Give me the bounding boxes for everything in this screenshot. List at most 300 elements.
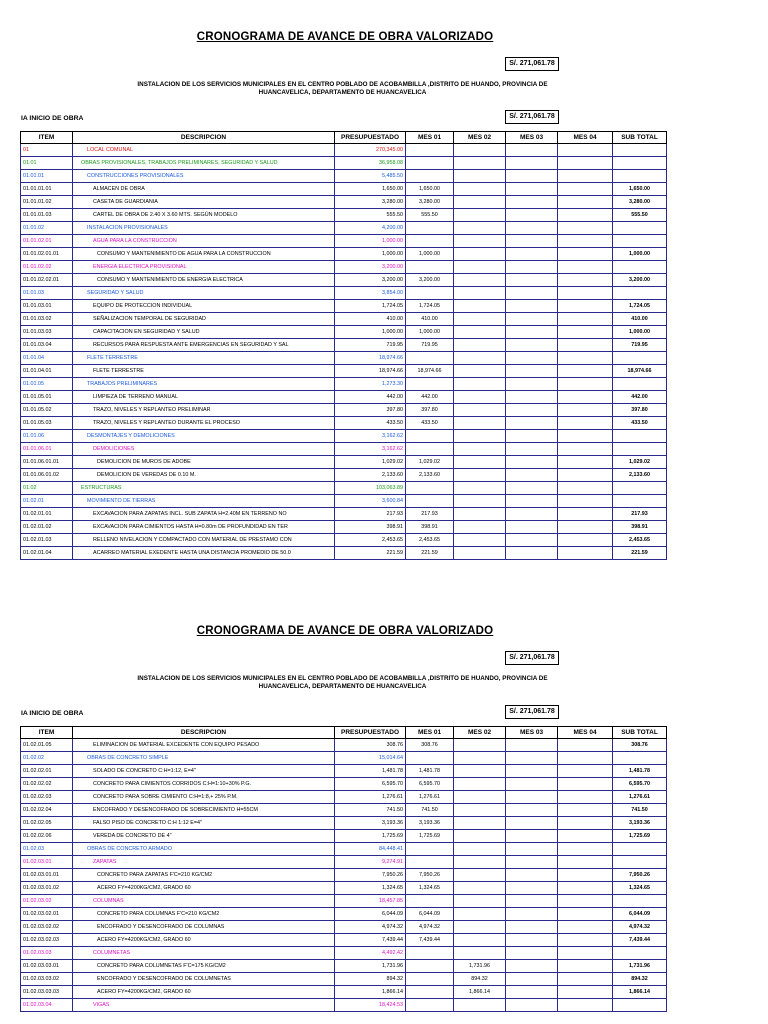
row-description: FLETE TERRESTRE — [73, 365, 335, 378]
row-month-4 — [558, 222, 613, 235]
row-item-code: 01.02.02 — [21, 752, 73, 765]
row-budget: 1,276.61 — [335, 791, 406, 804]
row-budget: 3,162.62 — [335, 443, 406, 456]
row-month-4 — [558, 313, 613, 326]
row-description: INSTALACION PROVISIONALES — [73, 222, 335, 235]
row-subtotal: 18,974.66 — [613, 365, 667, 378]
row-month-3 — [506, 495, 558, 508]
row-month-1: 719.95 — [406, 339, 454, 352]
row-description: RELLENO NIVELACION Y COMPACTADO CON MATERIAL DE PRESTAMO CON — [73, 534, 335, 547]
row-month-1: 741.50 — [406, 804, 454, 817]
row-month-3 — [506, 352, 558, 365]
row-month-1: 1,650.00 — [406, 183, 454, 196]
row-month-4 — [558, 183, 613, 196]
row-month-4 — [558, 739, 613, 752]
table-row — [21, 456, 667, 469]
row-month-1: 18,974.66 — [406, 365, 454, 378]
row-description: CONSUMO Y MANTENIMIENTO DE AGUA PARA LA CONSTRUCCION — [73, 248, 335, 261]
table-row — [21, 947, 667, 960]
row-month-4 — [558, 339, 613, 352]
table-header-row — [21, 132, 667, 144]
row-month-1: 442.00 — [406, 391, 454, 404]
row-description: VIGAS — [73, 999, 335, 1012]
row-subtotal: 1,725.69 — [613, 830, 667, 843]
row-month-3 — [506, 817, 558, 830]
row-description: OBRAS DE CONCRETO ARMADO — [73, 843, 335, 856]
row-subtotal: 3,280.00 — [613, 196, 667, 209]
row-month-3 — [506, 778, 558, 791]
table-row — [21, 352, 667, 365]
row-month-2 — [454, 469, 506, 482]
header-budget: PRESUPUESTADO — [335, 132, 406, 144]
row-description: LIMPIEZA DE TERRENO MANUAL — [73, 391, 335, 404]
row-item-code: 01.01.02.02.01 — [21, 274, 73, 287]
row-month-1: 1,724.05 — [406, 300, 454, 313]
row-month-4 — [558, 326, 613, 339]
row-month-2 — [454, 534, 506, 547]
row-month-4 — [558, 209, 613, 222]
table-row — [21, 508, 667, 521]
row-month-2 — [454, 326, 506, 339]
row-month-4 — [558, 482, 613, 495]
row-month-2 — [454, 339, 506, 352]
row-item-code: 01.01.01.01 — [21, 183, 73, 196]
row-item-code: 01.01.03.04 — [21, 339, 73, 352]
row-subtotal: 3,200.00 — [613, 274, 667, 287]
row-description: CARTEL DE OBRA DE 2.40 X 3.60 MTS. SEGÚN MODELO — [73, 209, 335, 222]
row-item-code: 01.02.03 — [21, 843, 73, 856]
header-month-2: MES 02 — [454, 132, 506, 144]
row-item-code: 01.01.02.01.01 — [21, 248, 73, 261]
row-month-3 — [506, 261, 558, 274]
row-month-1: 1,725.69 — [406, 830, 454, 843]
total-amount: S/. 271,061.78 — [505, 651, 559, 665]
row-item-code: 01.01.05.02 — [21, 404, 73, 417]
row-description: DEMOLICIONES — [73, 443, 335, 456]
row-description: COLUMNAS — [73, 895, 335, 908]
header-item: ITEM — [21, 727, 73, 739]
subtitle-line-1: INSTALACION DE LOS SERVICIOS MUNICIPALES EN EL CENTRO POBLADO DE ACOBAMBILLA ,DISTRITO DE HUANDO, PROVINCIA DE — [137, 81, 548, 88]
header-description: DESCRIPCION — [73, 727, 335, 739]
row-month-3 — [506, 456, 558, 469]
row-month-4 — [558, 508, 613, 521]
row-month-3 — [506, 443, 558, 456]
table-row — [21, 521, 667, 534]
row-budget: 217.93 — [335, 508, 406, 521]
row-month-3 — [506, 895, 558, 908]
table-row — [21, 986, 667, 999]
row-month-1: 308.76 — [406, 739, 454, 752]
row-month-1: 3,280.00 — [406, 196, 454, 209]
row-budget: 9,274.91 — [335, 856, 406, 869]
table-row — [21, 921, 667, 934]
row-item-code: 01.01.06.01 — [21, 443, 73, 456]
row-description: ACARREO MATERIAL EXEDENTE HASTA UNA DISTANCIA PROMEDIO DE 50.0 — [73, 547, 335, 560]
row-month-1 — [406, 843, 454, 856]
row-description: CONCRETO PARA COLUMNAS F'C=210 KG/CM2 — [73, 908, 335, 921]
row-month-3 — [506, 739, 558, 752]
row-description: ALMACEN DE OBRA — [73, 183, 335, 196]
row-budget: 410.00 — [335, 313, 406, 326]
row-month-4 — [558, 882, 613, 895]
row-month-2 — [454, 495, 506, 508]
row-item-code: 01.02.03.03.02 — [21, 973, 73, 986]
row-month-1: 433.50 — [406, 417, 454, 430]
row-month-3 — [506, 170, 558, 183]
row-subtotal — [613, 947, 667, 960]
row-description: RECURSOS PARA RESPUESTA ANTE EMERGENCIAS EN SEGURIDAD Y SAL — [73, 339, 335, 352]
row-month-4 — [558, 274, 613, 287]
row-subtotal — [613, 222, 667, 235]
row-description: ENERGIA ELECTRICA PROVISIONAL — [73, 261, 335, 274]
row-budget: 3,200.00 — [335, 274, 406, 287]
row-month-3 — [506, 391, 558, 404]
row-subtotal — [613, 352, 667, 365]
row-item-code: 01.02.02.06 — [21, 830, 73, 843]
row-item-code: 01.02.02.04 — [21, 804, 73, 817]
row-month-3 — [506, 547, 558, 560]
row-item-code: 01.01.05.01 — [21, 391, 73, 404]
row-month-2 — [454, 947, 506, 960]
row-subtotal: 719.95 — [613, 339, 667, 352]
table-row — [21, 443, 667, 456]
row-description: CONCRETO PARA ZAPATAS F'C=210 KG/CM2 — [73, 869, 335, 882]
row-item-code: 01.02.03.02.01 — [21, 908, 73, 921]
row-subtotal: 1,000.00 — [613, 326, 667, 339]
row-description: DEMOLICION DE MUROS DE ADOBE — [73, 456, 335, 469]
subtitle-line-2: HUANCAVELICA, DEPARTAMENTO DE HUANCAVELICA — [258, 89, 427, 96]
table-row — [21, 869, 667, 882]
row-budget: 5,485.50 — [335, 170, 406, 183]
row-month-1: 3,193.36 — [406, 817, 454, 830]
table-row — [21, 157, 667, 170]
table-row — [21, 339, 667, 352]
row-month-3 — [506, 934, 558, 947]
table-row — [21, 999, 667, 1012]
row-budget: 103,063.89 — [335, 482, 406, 495]
row-month-4 — [558, 934, 613, 947]
table-row — [21, 261, 667, 274]
row-subtotal — [613, 261, 667, 274]
table-row — [21, 469, 667, 482]
row-item-code: 01.02.02.05 — [21, 817, 73, 830]
row-subtotal: 2,133.60 — [613, 469, 667, 482]
row-description: SOLADO DE CONCRETO C:H=1:12, E=4" — [73, 765, 335, 778]
table-row — [21, 934, 667, 947]
row-subtotal: 894.32 — [613, 973, 667, 986]
row-subtotal: 555.50 — [613, 209, 667, 222]
row-month-2 — [454, 765, 506, 778]
table-row — [21, 739, 667, 752]
row-month-4 — [558, 365, 613, 378]
row-subtotal — [613, 430, 667, 443]
row-description: DEMOLICION DE VEREDAS DE 0.10 M. — [73, 469, 335, 482]
row-item-code: 01.02.03.01.01 — [21, 869, 73, 882]
row-month-3 — [506, 973, 558, 986]
row-month-2 — [454, 183, 506, 196]
header-month-3: MES 03 — [506, 132, 558, 144]
row-month-4 — [558, 765, 613, 778]
row-item-code: 01.02.03.04 — [21, 999, 73, 1012]
row-budget: 270,345.00 — [335, 144, 406, 157]
row-month-2 — [454, 547, 506, 560]
row-description: CONSTRUCCIONES PROVISIONALES — [73, 170, 335, 183]
row-subtotal: 1,000.00 — [613, 248, 667, 261]
row-subtotal — [613, 170, 667, 183]
row-subtotal — [613, 752, 667, 765]
row-month-3 — [506, 404, 558, 417]
row-month-4 — [558, 456, 613, 469]
row-month-3 — [506, 248, 558, 261]
row-month-4 — [558, 469, 613, 482]
row-budget: 1,866.14 — [335, 986, 406, 999]
row-budget: 397.80 — [335, 404, 406, 417]
row-subtotal — [613, 235, 667, 248]
header-description: DESCRIPCION — [73, 132, 335, 144]
row-month-2 — [454, 274, 506, 287]
table-row — [21, 430, 667, 443]
row-month-3 — [506, 222, 558, 235]
row-budget: 3,162.62 — [335, 430, 406, 443]
table-row — [21, 973, 667, 986]
row-description: LOCAL COMUNAL — [73, 144, 335, 157]
row-month-3 — [506, 287, 558, 300]
row-item-code: 01.02.03.01.02 — [21, 882, 73, 895]
row-budget: 18,974.66 — [335, 352, 406, 365]
row-description: SEÑALIZACION TEMPORAL DE SEGURIDAD — [73, 313, 335, 326]
row-budget: 1,650.00 — [335, 183, 406, 196]
row-month-1: 1,481.78 — [406, 765, 454, 778]
row-month-3 — [506, 417, 558, 430]
row-month-2 — [454, 300, 506, 313]
row-description: ACERO FY=4200KG/CM2, GRADO 60 — [73, 882, 335, 895]
schedule-table — [20, 131, 667, 560]
row-month-4 — [558, 495, 613, 508]
row-budget: 1,724.05 — [335, 300, 406, 313]
row-month-1: 398.91 — [406, 521, 454, 534]
row-month-2 — [454, 882, 506, 895]
row-item-code: 01.01.03.01 — [21, 300, 73, 313]
row-item-code: 01.01.03.03 — [21, 326, 73, 339]
row-month-4 — [558, 170, 613, 183]
row-budget: 18,974.66 — [335, 365, 406, 378]
table-row — [21, 170, 667, 183]
row-description: CONSUMO Y MANTENIMIENTO DE ENERGIA ELECTRICA — [73, 274, 335, 287]
row-month-1 — [406, 157, 454, 170]
table-row — [21, 482, 667, 495]
table-row — [21, 235, 667, 248]
row-month-2 — [454, 482, 506, 495]
row-budget: 221.59 — [335, 547, 406, 560]
row-month-4 — [558, 947, 613, 960]
row-item-code: 01.01.04 — [21, 352, 73, 365]
row-subtotal: 1,724.05 — [613, 300, 667, 313]
row-month-3 — [506, 856, 558, 869]
row-subtotal: 2,453.65 — [613, 534, 667, 547]
header-budget: PRESUPUESTADO — [335, 727, 406, 739]
row-month-4 — [558, 391, 613, 404]
table-row — [21, 222, 667, 235]
row-description: OBRAS DE CONCRETO SIMPLE — [73, 752, 335, 765]
table-row — [21, 778, 667, 791]
row-month-1: 410.00 — [406, 313, 454, 326]
row-month-2 — [454, 313, 506, 326]
row-month-3 — [506, 430, 558, 443]
table-row — [21, 765, 667, 778]
row-budget: 36,958.08 — [335, 157, 406, 170]
table-row — [21, 287, 667, 300]
row-month-1: 397.80 — [406, 404, 454, 417]
table-row — [21, 895, 667, 908]
row-month-2 — [454, 521, 506, 534]
row-item-code: 01.01.01 — [21, 170, 73, 183]
row-subtotal: 1,276.61 — [613, 791, 667, 804]
row-month-4 — [558, 960, 613, 973]
table-body — [21, 739, 667, 1012]
row-month-3 — [506, 947, 558, 960]
row-description: FLETE TERRESTRE — [73, 352, 335, 365]
row-month-3 — [506, 469, 558, 482]
row-month-2 — [454, 817, 506, 830]
row-description: DESMONTAJES Y DEMOLICIONES — [73, 430, 335, 443]
row-subtotal — [613, 287, 667, 300]
row-month-1: 555.50 — [406, 209, 454, 222]
row-month-3 — [506, 300, 558, 313]
row-month-2: 894.32 — [454, 973, 506, 986]
row-month-3 — [506, 986, 558, 999]
row-description: TRAZO, NIVELES Y REPLANTEO DURANTE EL PROCESO — [73, 417, 335, 430]
row-month-2 — [454, 830, 506, 843]
row-budget: 398.91 — [335, 521, 406, 534]
table-row — [21, 534, 667, 547]
row-month-3 — [506, 235, 558, 248]
row-subtotal — [613, 495, 667, 508]
row-item-code: 01.02.03.02.03 — [21, 934, 73, 947]
row-month-1 — [406, 378, 454, 391]
row-budget: 1,000.00 — [335, 248, 406, 261]
row-month-4 — [558, 869, 613, 882]
row-month-1: 2,133.60 — [406, 469, 454, 482]
row-subtotal — [613, 443, 667, 456]
row-month-1: 1,324.65 — [406, 882, 454, 895]
row-description: CAPACITACION EN SEGURIDAD Y SALUD — [73, 326, 335, 339]
table-row — [21, 404, 667, 417]
row-month-3 — [506, 960, 558, 973]
row-budget: 84,448.41 — [335, 843, 406, 856]
row-month-2 — [454, 144, 506, 157]
row-month-2 — [454, 804, 506, 817]
header-month-4: MES 04 — [558, 727, 613, 739]
start-label: IA INICIO DE OBRA — [21, 115, 84, 122]
row-budget: 1,000.00 — [335, 326, 406, 339]
row-subtotal: 442.00 — [613, 391, 667, 404]
row-item-code: 01.01.02.01 — [21, 235, 73, 248]
row-budget: 18,457.85 — [335, 895, 406, 908]
row-month-3 — [506, 144, 558, 157]
row-budget: 2,453.65 — [335, 534, 406, 547]
row-subtotal: 217.93 — [613, 508, 667, 521]
schedule-table — [20, 726, 667, 1012]
row-description: MOVIMIENTO DE TIERRAS — [73, 495, 335, 508]
row-month-2 — [454, 352, 506, 365]
row-month-3 — [506, 209, 558, 222]
row-subtotal: 6,044.09 — [613, 908, 667, 921]
row-subtotal: 397.80 — [613, 404, 667, 417]
row-month-1: 7,950.26 — [406, 869, 454, 882]
row-month-4 — [558, 817, 613, 830]
row-month-4 — [558, 752, 613, 765]
row-month-1 — [406, 482, 454, 495]
table-row — [21, 300, 667, 313]
row-item-code: 01.01.01.02 — [21, 196, 73, 209]
row-month-2 — [454, 248, 506, 261]
row-item-code: 01.02.03.02 — [21, 895, 73, 908]
row-budget: 4,200.00 — [335, 222, 406, 235]
row-month-3 — [506, 196, 558, 209]
table-row — [21, 495, 667, 508]
row-month-2: 1,731.96 — [454, 960, 506, 973]
row-month-3 — [506, 157, 558, 170]
row-description: EXCAVACION PARA CIMIENTOS HASTA H=0.80m DE PROFUNDIDAD EN TER — [73, 521, 335, 534]
row-item-code: 01.02 — [21, 482, 73, 495]
row-month-3 — [506, 804, 558, 817]
row-description: TRABAJOS PRELIMINARES — [73, 378, 335, 391]
row-item-code: 01.01.06 — [21, 430, 73, 443]
row-month-3 — [506, 508, 558, 521]
row-month-3 — [506, 378, 558, 391]
row-budget: 15,014.64 — [335, 752, 406, 765]
row-subtotal: 6,595.70 — [613, 778, 667, 791]
row-item-code: 01.01.04.01 — [21, 365, 73, 378]
table-row — [21, 417, 667, 430]
row-description: CONCRETO PARA COLUMNETAS F'C=175 KG/CM2 — [73, 960, 335, 973]
row-budget: 4,492.42 — [335, 947, 406, 960]
table-header-row — [21, 727, 667, 739]
row-item-code: 01.02.02.02 — [21, 778, 73, 791]
row-month-4 — [558, 843, 613, 856]
start-label: IA INICIO DE OBRA — [21, 710, 84, 717]
header-month-2: MES 02 — [454, 727, 506, 739]
row-month-4 — [558, 352, 613, 365]
row-subtotal: 1,481.78 — [613, 765, 667, 778]
row-budget: 3,200.00 — [335, 261, 406, 274]
row-description: ESTRUCTURAS — [73, 482, 335, 495]
row-month-3 — [506, 843, 558, 856]
table-row — [21, 817, 667, 830]
row-description: EXCAVACION PARA ZAPATAS INCL. SUB ZAPATA H=2.40M EN TERRENO NO — [73, 508, 335, 521]
row-description: ZAPATAS — [73, 856, 335, 869]
row-month-2 — [454, 196, 506, 209]
row-month-3 — [506, 921, 558, 934]
row-month-2: 1,866.14 — [454, 986, 506, 999]
row-month-4 — [558, 830, 613, 843]
row-subtotal — [613, 856, 667, 869]
row-budget: 7,439.44 — [335, 934, 406, 947]
row-month-4 — [558, 248, 613, 261]
row-subtotal: 1,029.02 — [613, 456, 667, 469]
row-subtotal: 433.50 — [613, 417, 667, 430]
subtitle-line-2: HUANCAVELICA, DEPARTAMENTO DE HUANCAVELICA — [258, 683, 427, 690]
row-description: OBRAS PROVISIONALES, TRABAJOS PRELIMINARES, SEGURIDAD Y SALUD — [73, 157, 335, 170]
header-amount: S/. 271,061.78 — [505, 110, 559, 124]
row-budget: 3,600.84 — [335, 495, 406, 508]
row-item-code: 01.02.02.01 — [21, 765, 73, 778]
row-subtotal: 308.76 — [613, 739, 667, 752]
header-month-1: MES 01 — [406, 727, 454, 739]
row-item-code: 01.01.05.03 — [21, 417, 73, 430]
row-budget: 7,950.26 — [335, 869, 406, 882]
row-month-1 — [406, 960, 454, 973]
